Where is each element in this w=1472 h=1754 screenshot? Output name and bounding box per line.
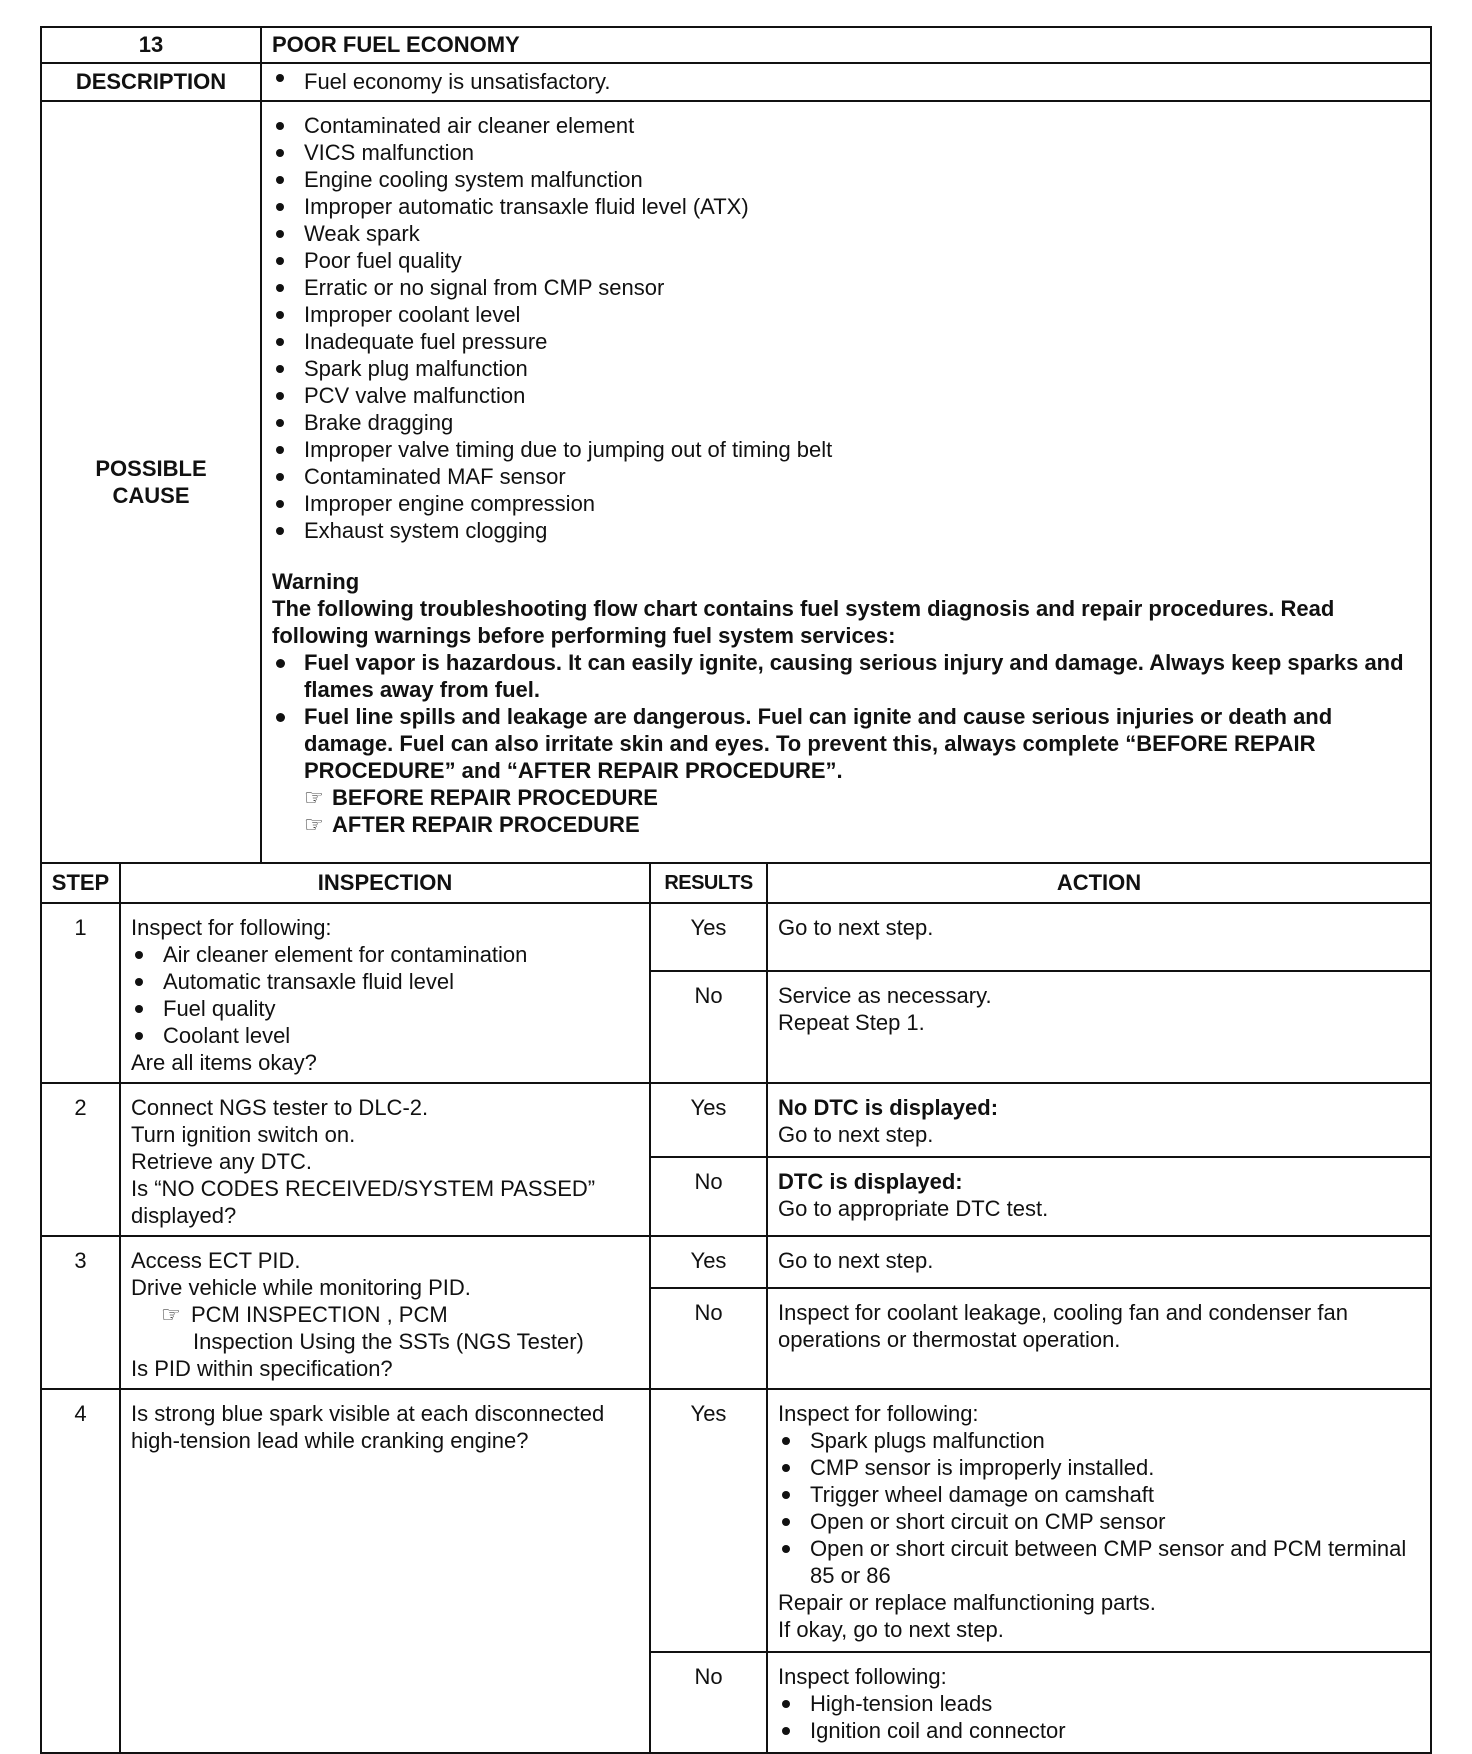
results-column-header: RESULTS [650,863,767,903]
pcm-inspection-link[interactable]: ☞ PCM INSPECTION , PCM [161,1302,448,1327]
result-no: No [650,1157,767,1236]
action-item: Open or short circuit between CMP sensor and PCM terminal 85 or 86 [778,1535,1420,1589]
action-item: Ignition coil and connector [778,1717,1420,1744]
inspection-column-header: INSPECTION [120,863,650,903]
action-no: DTC is displayed: Go to appropriate DTC test. [767,1157,1431,1236]
step-4-inspection: Is strong blue spark visible at each disconnected high-tension lead while cranking engine? [120,1389,650,1753]
description-row [41,63,1431,101]
step-4-yes-action-list [778,1427,1420,1589]
description-cell [261,63,1431,101]
step-3-yes-row [41,1236,1431,1288]
step-1-inspection: Inspect for following: Air cleaner element for contamination Automatic transaxle fluid level Fuel quality Coolant level Are all items okay? [120,903,650,1083]
warning-title: Warning [272,569,360,594]
step-number: 1 [41,903,120,1083]
cause-item: PCV valve malfunction [272,382,1420,409]
cause-item: Weak spark [272,220,1420,247]
pcm-inspection-link-continued[interactable]: Inspection Using the SSTs (NGS Tester) [193,1329,584,1354]
step-4-no-action-list [778,1690,1420,1744]
result-yes: Yes [650,1083,767,1157]
troubleshooting-sheet [40,26,1432,1754]
possible-cause-row [41,101,1431,863]
inspection-item: Automatic transaxle fluid level [131,968,639,995]
action-item: Open or short circuit on CMP sensor [778,1508,1420,1535]
inspection-item: Air cleaner element for contamination [131,941,639,968]
result-yes: Yes [650,903,767,971]
cause-item: Poor fuel quality [272,247,1420,274]
step-3-question: Is PID within specification? [131,1356,393,1381]
action-no: Inspect for coolant leakage, cooling fan and condenser fan operations or thermostat operation. [767,1288,1431,1389]
cause-item: VICS malfunction [272,139,1420,166]
warning-block [272,568,1420,838]
inspection-item: Coolant level [131,1022,639,1049]
action-item: Spark plugs malfunction [778,1427,1420,1454]
action-yes: Go to next step. [767,903,1431,971]
step-number: 2 [41,1083,120,1236]
cause-item: Improper automatic transaxle fluid level (ATX) [272,193,1420,220]
action-yes: No DTC is displayed: Go to next step. [767,1083,1431,1157]
description-list [272,64,1430,100]
action-column-header: ACTION [767,863,1431,903]
cause-item: Engine cooling system malfunction [272,166,1420,193]
warning-list [272,649,1420,784]
cause-item: Improper coolant level [272,301,1420,328]
step-2-yes-row [41,1083,1431,1157]
action-yes: Inspect for following: Spark plugs malfunction CMP sensor is improperly installed. Trigger wheel damage on camshaft Open or short circuit on CMP sensor Open or short circuit between CMP sensor and PCM terminal 85 or 86 Repair or replace malfunctioning parts. If okay, go to next step. [767,1389,1431,1652]
symptom-header-table [40,26,1432,864]
step-3-inspection: Access ECT PID. Drive vehicle while monitoring PID. ☞ PCM INSPECTION , PCM Inspection Using the SSTs (NGS Tester) Is PID within specification? [120,1236,650,1389]
symptom-title: POOR FUEL ECONOMY [261,27,1431,63]
cause-item: Contaminated MAF sensor [272,463,1420,490]
warning-item: Fuel line spills and leakage are dangerous. Fuel can ignite and cause serious injuries or death and damage. Fuel can also irritate skin and eyes. To prevent this, always complete “BEFORE REPAIR PROCEDURE” and “AFTER REPAIR PROCEDURE”. [272,703,1420,784]
warning-intro: The following troubleshooting flow chart contains fuel system diagnosis and repair procedures. Read following warnings before performing fuel system services: [272,596,1335,648]
step-4-yes-row [41,1389,1431,1652]
action-item: High-tension leads [778,1690,1420,1717]
result-no: No [650,1288,767,1389]
step-column-header: STEP [41,863,120,903]
warning-item: Fuel vapor is hazardous. It can easily ignite, causing serious injury and damage. Always keep sparks and flames away from fuel. [272,649,1420,703]
pointing-hand-icon: ☞ [304,785,324,810]
action-yes: Go to next step. [767,1236,1431,1288]
step-number: 4 [41,1389,120,1753]
before-repair-link[interactable]: ☞ BEFORE REPAIR PROCEDURE [304,785,658,810]
description-item: Fuel economy is unsatisfactory. [272,64,1430,100]
cause-item: Inadequate fuel pressure [272,328,1420,355]
symptom-title-row [41,27,1431,63]
cause-item: Contaminated air cleaner element [272,112,1420,139]
inspection-item: Fuel quality [131,995,639,1022]
steps-header-row [41,863,1431,903]
result-yes: Yes [650,1236,767,1288]
action-no: Inspect following: High-tension leads Ignition coil and connector [767,1652,1431,1753]
cause-item: Erratic or no signal from CMP sensor [272,274,1420,301]
possible-cause-cell [261,101,1431,863]
cause-item: Exhaust system clogging [272,517,1420,544]
pointing-hand-icon: ☞ [161,1302,181,1327]
action-item: Trigger wheel damage on camshaft [778,1481,1420,1508]
possible-cause-label: POSSIBLE CAUSE [41,101,261,863]
cause-item: Improper engine compression [272,490,1420,517]
result-no: No [650,1652,767,1753]
action-item: CMP sensor is improperly installed. [778,1454,1420,1481]
step-1-yes-row [41,903,1431,971]
cause-item: Improper valve timing due to jumping out of timing belt [272,436,1420,463]
description-label: DESCRIPTION [41,63,261,101]
steps-table [40,862,1432,1754]
possible-cause-list [272,112,1420,544]
step-2-inspection: Connect NGS tester to DLC-2. Turn ignition switch on. Retrieve any DTC. Is “NO CODES RECEIVED/SYSTEM PASSED” displayed? [120,1083,650,1236]
action-no: Service as necessary. Repeat Step 1. [767,971,1431,1083]
result-yes: Yes [650,1389,767,1652]
step-1-question: Are all items okay? [131,1050,317,1075]
symptom-number: 13 [41,27,261,63]
pointing-hand-icon: ☞ [304,812,324,837]
step-1-inspection-list [131,941,639,1049]
cause-item: Spark plug malfunction [272,355,1420,382]
result-no: No [650,971,767,1083]
step-number: 3 [41,1236,120,1389]
cause-item: Brake dragging [272,409,1420,436]
after-repair-link[interactable]: ☞ AFTER REPAIR PROCEDURE [304,812,640,837]
